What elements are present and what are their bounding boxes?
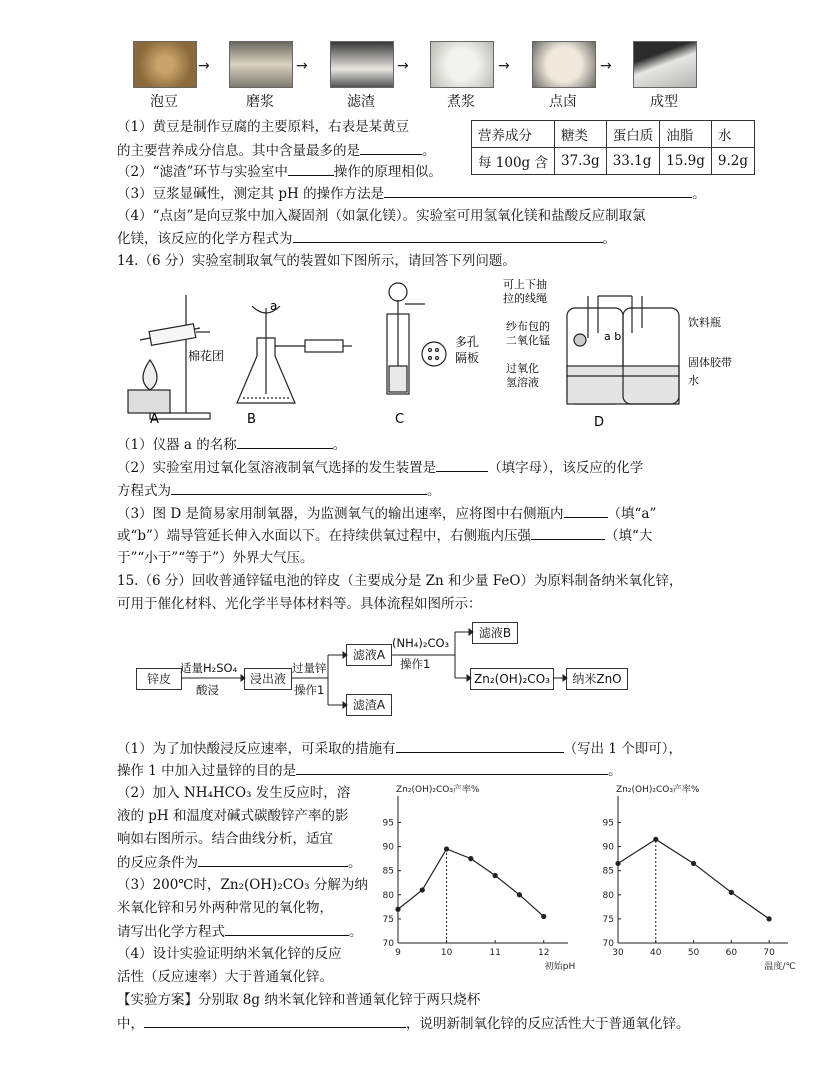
data-point [493, 873, 498, 878]
chart-title: Zn₂(OH)₂CO₃产率% [396, 785, 480, 795]
q15-title2: 可用于催化材料、光化学半导体材料等。具体流程如图所示： [117, 596, 482, 612]
mno2-label: 纱布包的 [506, 320, 550, 333]
flow-arrows [0, 615, 840, 735]
flow-label: 适量H₂SO₄ [180, 661, 238, 675]
q15-line13: 中， ，说明新制氧化锌的反应活性大于普通氧化锌。 [117, 1013, 690, 1034]
answer-blank[interactable] [436, 457, 488, 472]
answer-blank[interactable] [144, 1013, 406, 1028]
q15-line9: 请写出化学方程式 。 [117, 921, 363, 942]
step-label: 滤渣 [347, 94, 375, 110]
arrow-icon: → [397, 58, 409, 74]
apparatus-d [567, 296, 679, 404]
box-residue-a: 滤渣A [346, 694, 392, 716]
apparatus-b [237, 306, 352, 403]
nutrition-table [471, 120, 755, 175]
q14-title: 14.（6 分）实验室制取氧气的装置如下图所示，请回答下列问题。 [117, 253, 516, 269]
y-tick-label: 90 [382, 842, 394, 853]
chart-ph [378, 778, 578, 978]
ab-label: a b [604, 330, 622, 343]
table-row: 每 100g 含 37.3g 33.1g 15.9g 9.2g [472, 148, 755, 175]
data-point [420, 887, 425, 892]
y-tick-label: 95 [602, 818, 614, 829]
step-label: 煮浆 [447, 94, 475, 110]
q14-line1: （1）仪器 a 的名称 。 [117, 434, 346, 455]
x-axis-label: 初始pH [544, 962, 576, 972]
answer-blank[interactable] [293, 228, 603, 243]
data-point [691, 861, 696, 866]
bottle-label: 饮料瓶 [688, 316, 721, 329]
q14-line2: （2）实验室用过氧化氢溶液制氧气选择的发生装置是 （填字母），该反应的化学 [117, 457, 643, 478]
x-tick-label: 70 [763, 948, 775, 958]
x-tick-label: 9 [395, 948, 401, 958]
q13-line4: （3）豆浆显碱性，测定其 pH 的操作方法是 。 [117, 183, 706, 204]
y-tick-label: 75 [602, 914, 614, 925]
y-tick-label: 80 [382, 890, 394, 901]
answer-blank[interactable] [225, 921, 349, 936]
x-tick-label: 30 [612, 948, 624, 958]
photo-coagulate [532, 41, 596, 88]
flow-label: 过量锌 [292, 661, 327, 675]
h2o2-label: 过氧化 [506, 362, 539, 375]
y-tick-label: 75 [382, 914, 394, 925]
answer-blank[interactable] [564, 503, 608, 518]
box-zinc-skin: 锌皮 [136, 668, 182, 690]
step-label: 点卤 [549, 94, 577, 110]
photo-grind [229, 41, 293, 88]
apparatus-c [387, 283, 446, 394]
data-point [729, 890, 734, 895]
q14-line3: 方程式为 。 [117, 480, 441, 501]
answer-blank[interactable] [360, 140, 422, 155]
data-point [517, 892, 522, 897]
x-tick-label: 11 [489, 948, 501, 958]
q14-line5: 或“b”）端导管延长伸入水面以下。在持续供氧过程中，右侧瓶内压强 （填“大 [117, 525, 652, 546]
y-tick-label: 70 [602, 939, 614, 949]
water-label: 水 [688, 374, 699, 387]
answer-blank[interactable] [531, 525, 605, 540]
data-point [395, 907, 400, 912]
q15-line6: 的反应条件为 。 [117, 852, 362, 873]
q15-line7: （3）200℃时，Zn₂(OH)₂CO₃ 分解为纳 [117, 877, 368, 893]
photo-soak [133, 41, 197, 88]
arrow-icon: → [296, 58, 308, 74]
box-filtrate-a: 滤液A [346, 644, 392, 666]
box-nano-zno: 纳米ZnO [566, 668, 628, 690]
arrow-icon: → [600, 58, 612, 74]
y-tick-label: 95 [382, 818, 394, 829]
box-leachate: 浸出液 [244, 668, 292, 690]
table-row: 营养成分 糖类 蛋白质 油脂 水 [472, 121, 755, 148]
x-axis-label: 温度/℃ [764, 962, 796, 972]
x-tick-label: 12 [537, 948, 550, 958]
tape-label: 固体胶带 [688, 356, 732, 369]
chart-title: Zn₂(OH)₂CO₃产率% [616, 785, 700, 795]
answer-blank[interactable] [237, 434, 333, 449]
label-a-apparatus: A [150, 412, 159, 427]
data-point [615, 861, 620, 866]
arrow-icon: → [498, 58, 510, 74]
box-filtrate-b: 滤液B [472, 622, 518, 644]
step-label: 成型 [650, 94, 678, 110]
q13-line3: （2）“滤渣”环节与实验室中 操作的原理相似。 [117, 161, 442, 182]
q15-line3: （2）加入 NH₄HCO₃ 发生反应时，溶 [117, 785, 351, 801]
q14-line4: （3）图 D 是简易家用制氧器，为监测氧气的输出速率，应将图中右侧瓶内 （填“a” [117, 503, 656, 524]
q13-line6: 化镁，该反应的化学方程式为 。 [117, 228, 616, 249]
answer-blank[interactable] [384, 183, 692, 198]
step-label: 泡豆 [150, 94, 178, 110]
label-c-apparatus: C [395, 412, 405, 427]
apparatus-diagram [0, 278, 840, 438]
series-line [618, 839, 769, 919]
q15-line5: 响如右图所示。结合曲线分析，适宜 [117, 831, 333, 847]
answer-blank[interactable] [198, 852, 348, 867]
flow-label: 操作1 [294, 683, 325, 697]
y-tick-label: 80 [602, 890, 614, 901]
answer-blank[interactable] [288, 161, 334, 176]
answer-blank[interactable] [396, 738, 564, 753]
y-tick-label: 85 [602, 866, 614, 877]
flow-label: 酸浸 [196, 683, 219, 697]
label-b-apparatus: B [247, 412, 256, 427]
pull-string-label: 拉的线绳 [503, 292, 547, 305]
mno2-label: 二氧化锰 [506, 334, 550, 347]
photo-form [633, 41, 697, 88]
data-point [444, 846, 449, 851]
arrow-icon: → [198, 58, 210, 74]
y-tick-label: 85 [382, 866, 394, 877]
photo-filter [330, 41, 394, 88]
q15-title: 15.（6 分）回收普通锌锰电池的锌皮（主要成分是 Zn 和少量 FeO）为原料制备纳米氧化锌， [117, 573, 683, 589]
h2o2-label: 氢溶液 [506, 376, 539, 389]
data-point [468, 856, 473, 861]
flow-label: (NH₄)₂CO₃ [392, 636, 450, 650]
q15-line1: （1）为了加快酸浸反应速率，可采取的措施有 （写出 1 个即可）， [117, 738, 682, 759]
flow-label: 操作1 [400, 657, 431, 671]
y-tick-label: 70 [382, 939, 394, 949]
q15-line8: 米氧化锌和另外两种常见的氧化物， [117, 900, 333, 916]
label-a-instrument: a [270, 299, 278, 313]
q15-line2: 操作 1 中加入过量锌的目的是 。 [117, 760, 622, 781]
data-point [767, 916, 772, 921]
q15-line4: 液的 pH 和温度对碱式碳酸锌产率的影 [117, 808, 349, 824]
pull-string-label: 可上下抽 [503, 278, 547, 291]
q15-line10: （4）设计实验证明纳米氧化锌的反应 [117, 946, 342, 962]
x-tick-label: 60 [725, 948, 738, 958]
porous-plate-label: 隔板 [455, 351, 480, 365]
answer-blank[interactable] [296, 760, 608, 775]
porous-plate-label: 多孔 [455, 335, 480, 349]
data-point [653, 837, 658, 842]
photo-boil [430, 41, 494, 88]
step-label: 磨浆 [246, 94, 274, 110]
x-tick-label: 50 [687, 948, 700, 958]
y-tick-label: 90 [602, 842, 614, 853]
box-basic-zinc-carbonate: Zn₂(OH)₂CO₃ [470, 668, 554, 690]
chart-temperature [598, 778, 798, 978]
q13-line5: （4）“点卤”是向豆浆中加入凝固剂（如氯化镁）。实验室可用氢氧化镁和盐酸反应制取氯 [117, 208, 646, 224]
q13-line2: 的主要营养成分信息。其中含量最多的是 。 [117, 140, 436, 161]
data-point [541, 914, 546, 919]
label-d-apparatus: D [594, 415, 605, 430]
x-tick-label: 40 [650, 948, 662, 958]
cotton-label: 棉花团 [188, 349, 225, 363]
q13-line1: （1）黄豆是制作豆腐的主要原料，右表是某黄豆 [117, 119, 410, 135]
answer-blank[interactable] [171, 480, 427, 495]
q14-line6: 于”“小于”“等于”）外界大气压。 [117, 550, 314, 566]
q15-line12: 【实验方案】分别取 8g 纳米氧化锌和普通氧化锌于两只烧杯 [117, 992, 481, 1008]
q15-line11: 活性（反应速率）大于普通氧化锌。 [117, 969, 333, 985]
x-tick-label: 10 [440, 948, 453, 958]
